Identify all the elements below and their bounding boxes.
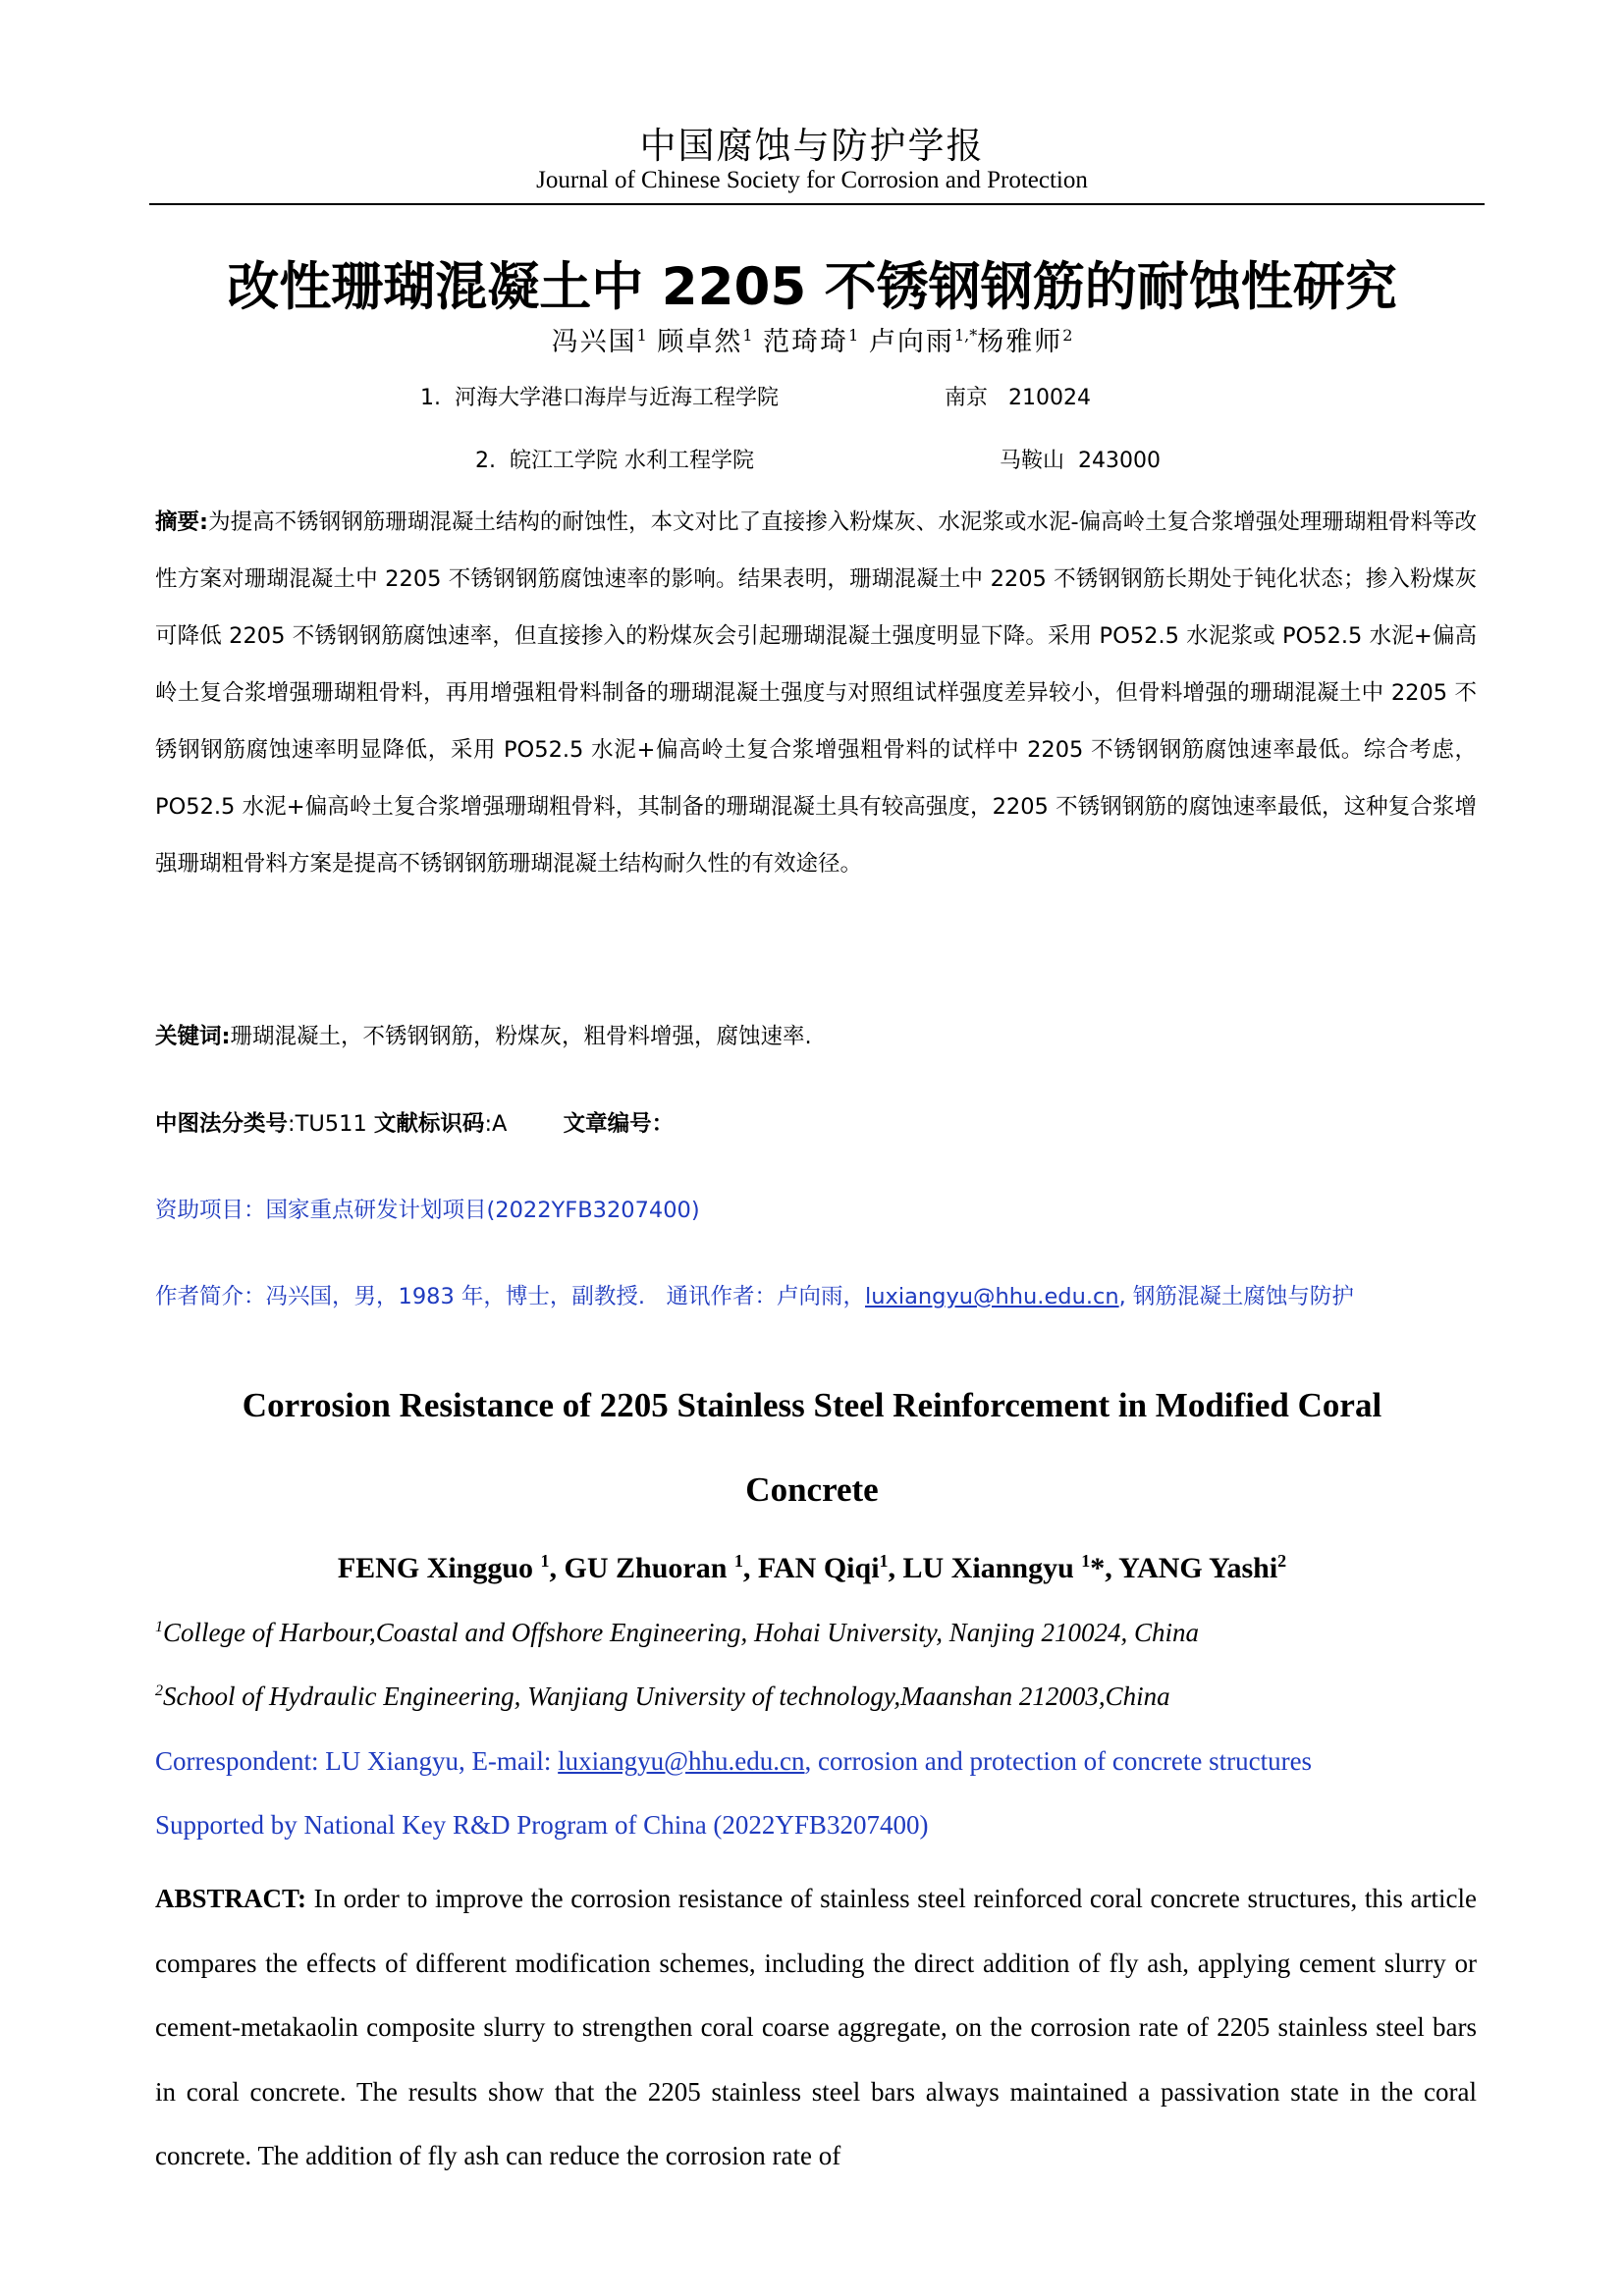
author-en-sep: *,: [1090, 1552, 1119, 1584]
abstract-en: [155, 1867, 1477, 2189]
author-en: GU Zhuoran: [564, 1552, 734, 1584]
affiliation-en-sup: 1: [155, 1619, 163, 1635]
keywords-cn: [155, 1019, 812, 1050]
affiliation-en-text: College of Harbour,Coastal and Offshore Engineering, Hohai University, Nanjing 210024, China: [163, 1618, 1199, 1647]
keywords-cn-label: 关键词:: [155, 1024, 231, 1049]
author-en-sup: 1: [733, 1551, 743, 1571]
author-sup: 2: [1062, 326, 1073, 345]
author-en-sep: ,: [888, 1552, 903, 1584]
author-en-sup: 1: [1081, 1551, 1091, 1571]
author-sup: 1: [742, 326, 753, 345]
title-en-line-2: Concrete: [745, 1470, 879, 1509]
author-sup: 1,*: [953, 326, 978, 345]
doc-code-value: :A: [484, 1111, 508, 1137]
correspondent-prefix: Correspondent: LU Xiangyu, E-mail:: [155, 1746, 559, 1776]
author-cn: 冯兴国: [551, 327, 637, 357]
author-sup: 1: [636, 326, 647, 345]
author-en: LU Xianngyu: [902, 1552, 1082, 1584]
author-en: FAN Qiqi: [757, 1552, 880, 1584]
authors-cn: [0, 320, 1624, 358]
author-intro-prefix: 作者简介：冯兴国，男，1983 年，博士，副教授. 通讯作者：卢向雨，: [155, 1284, 866, 1309]
classification-line: [155, 1106, 674, 1138]
abstract-cn-label: 摘要:: [155, 509, 209, 535]
affiliation-cn-1: 1. 河海大学港口海岸与近海工程学院: [420, 386, 779, 410]
article-number-label: 文章编号：: [563, 1111, 675, 1137]
author-en-sup: 1: [540, 1551, 550, 1571]
clc-label: 中图法分类号: [155, 1111, 289, 1137]
author-cn: 卢向雨: [868, 327, 954, 357]
affiliation-en-sup: 2: [155, 1682, 163, 1699]
author-en-sep: ,: [549, 1552, 565, 1584]
author-cn: 范琦琦: [763, 327, 849, 357]
title-cn: 改性珊瑚混凝土中 2205 不锈钢钢筋的耐蚀性研究: [227, 257, 1397, 317]
correspondent-en: [155, 1746, 1312, 1777]
author-sup: 1: [848, 326, 859, 345]
abstract-cn: [155, 494, 1477, 892]
affiliation-cn-2-place: 马鞍山 243000: [1000, 449, 1161, 473]
author-cn: 顾卓然: [657, 327, 743, 357]
abstract-en-text: In order to improve the corrosion resistance of stainless steel reinforced coral concrete structures, this article compares the effects of different modification schemes, including the direct addition of fly ash, applying cement slurry or cement-metakaolin composite slurry to strengthen coral coarse aggregate, on the corrosion rate of 2205 stainless steel bars in coral concrete. The results show that the 2205 stainless steel bars always maintained a passivation state in the coral concrete. The addition of fly ash can reduce the corrosion rate of: [155, 1884, 1477, 2170]
affiliation-cn-2: 2. 皖江工学院 水利工程学院: [475, 449, 754, 473]
doc-code-label: 文献标识码: [373, 1111, 485, 1137]
abstract-en-label: ABSTRACT:: [155, 1884, 307, 1913]
affiliation-cn-1-place: 南京 210024: [945, 386, 1091, 410]
correspondent-email-link[interactable]: luxiangyu@hhu.edu.cn: [558, 1746, 805, 1776]
affiliation-en-1: [155, 1618, 1199, 1648]
support-en: Supported by National Key R&D Program of China (2022YFB3207400): [155, 1810, 929, 1840]
journal-name-en: Journal of Chinese Society for Corrosion and Protection: [536, 167, 1088, 193]
author-en: YANG Yashi: [1118, 1552, 1278, 1584]
affiliation-en-text: School of Hydraulic Engineering, Wanjiang University of technology,Maanshan 212003,China: [163, 1682, 1170, 1711]
correspondent-suffix: , corrosion and protection of concrete structures: [804, 1746, 1313, 1776]
keywords-cn-text: 珊瑚混凝土，不锈钢钢筋，粉煤灰，粗骨料增强，腐蚀速率.: [230, 1024, 812, 1049]
abstract-cn-text: 为提高不锈钢钢筋珊瑚混凝土结构的耐蚀性，本文对比了直接掺入粉煤灰、水泥浆或水泥-偏高岭土复合浆增强处理珊瑚粗骨料等改性方案对珊瑚混凝土中 2205 不锈钢钢筋腐蚀速率的影响。结果表明，珊瑚混凝土中 2205 不锈钢钢筋长期处于钝化状态；掺入粉煤灰可降低 2205 不锈钢钢筋腐蚀速率，但直接掺入的粉煤灰会引起珊瑚混凝土强度明显下降。采用 PO52.5 水泥浆或 PO52.5 水泥+偏高岭土复合浆增强珊瑚粗骨料，再用增强粗骨料制备的珊瑚混凝土强度与对照组试样强度差异较小，但骨料增强的珊瑚混凝土中 2205 不锈钢钢筋腐蚀速率明显降低，采用 PO52.5 水泥+偏高岭土复合浆增强粗骨料的试样中 2205 不锈钢钢筋腐蚀速率最低。综合考虑，PO52.5 水泥+偏高岭土复合浆增强珊瑚粗骨料，其制备的珊瑚混凝土具有较高强度，2205 不锈钢钢筋的腐蚀速率最低，这种复合浆增强珊瑚粗骨料方案是提高不锈钢钢筋珊瑚混凝土结构耐久性的有效途径。: [155, 509, 1477, 877]
author-cn: 杨雅师: [977, 327, 1063, 357]
title-en-line-1: Corrosion Resistance of 2205 Stainless Steel Reinforcement in Modified Coral: [242, 1386, 1382, 1424]
funding-cn: 资助项目：国家重点研发计划项目(2022YFB3207400): [155, 1198, 700, 1223]
author-en-sup: 2: [1277, 1551, 1287, 1571]
author-intro-cn: [155, 1279, 1354, 1310]
clc-value: :TU511: [288, 1111, 367, 1137]
authors-en: [0, 1551, 1624, 1585]
journal-name-cn: 中国腐蚀与防护学报: [639, 125, 985, 167]
author-en: FENG Xingguo: [337, 1552, 541, 1584]
author-intro-suffix: , 钢筋混凝土腐蚀与防护: [1118, 1284, 1354, 1309]
author-email-link-cn[interactable]: luxiangyu@hhu.edu.cn: [865, 1284, 1119, 1309]
author-en-sep: ,: [742, 1552, 758, 1584]
header-rule: [149, 203, 1485, 205]
affiliation-en-2: [155, 1682, 1170, 1712]
author-en-sup: 1: [879, 1551, 889, 1571]
